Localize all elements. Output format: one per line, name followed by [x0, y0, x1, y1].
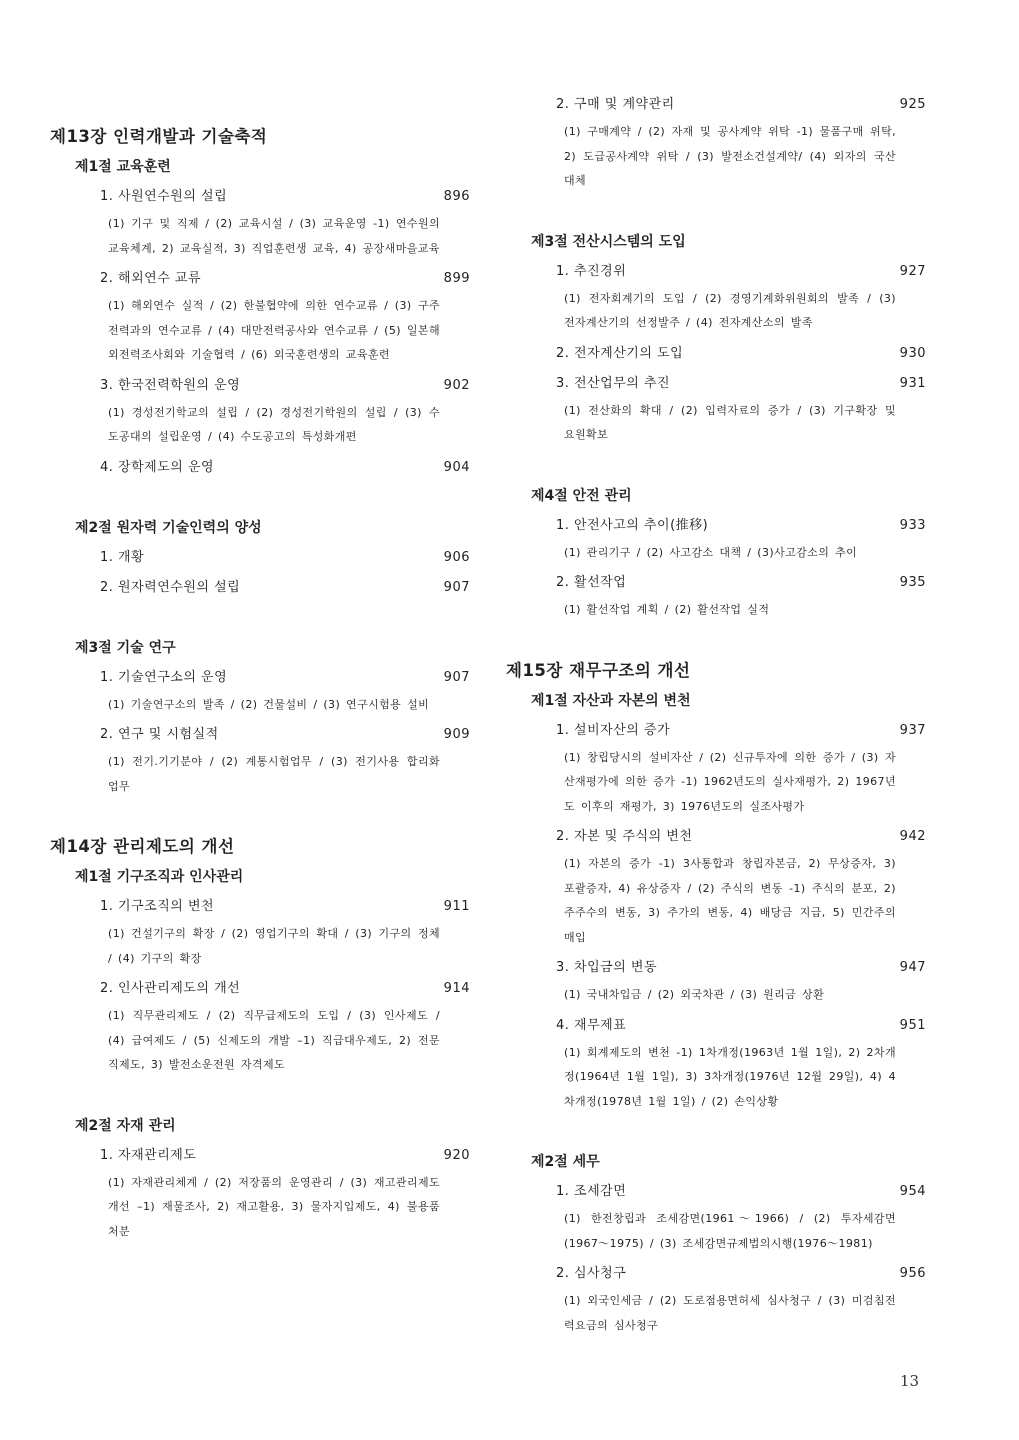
toc-item-page: 931	[899, 375, 926, 391]
toc-item-label: 1. 조세감면	[556, 1184, 627, 1199]
toc-item-label: 2. 구매 및 계약관리	[556, 97, 675, 112]
toc-item[interactable]	[556, 511, 926, 541]
toc-item-label: 1. 기구조직의 변천	[100, 899, 215, 914]
spacer	[506, 626, 926, 656]
chapter-title: 제14장 관리제도의 개선	[50, 837, 235, 856]
toc-item[interactable]	[100, 182, 470, 212]
toc-item[interactable]	[556, 90, 926, 120]
toc-item[interactable]	[100, 453, 470, 483]
toc-item-page: 935	[899, 575, 926, 590]
toc-item-label: 1. 사원연수원의 설립	[100, 189, 228, 204]
toc-item-label: 2. 연구 및 시험실적	[100, 727, 219, 742]
toc-item-desc: (1) 직무관리제도 / (2) 직무급제도의 도입 / (3) 인사제도 / (4) 급여제도 / (5) 신제도의 개발 –1) 직급대우제도, 2) 전문직제도, 3) 발전소운전원 자격제도	[108, 1009, 440, 1071]
toc-item-desc: (1) 기술연구소의 발족 / (2) 건물설비 / (3) 연구시험용 설비	[108, 697, 430, 711]
toc-item[interactable]	[556, 822, 926, 852]
toc-item-desc: (1) 기구 및 직제 / (2) 교육시설 / (3) 교육운영 -1) 연수원의 교육체계, 2) 교육실적, 3) 직업훈련생 교육, 4) 공장새마을교육	[108, 217, 440, 255]
left-column	[50, 122, 470, 1247]
toc-item-desc: (1) 전기.기기분야 / (2) 계통시험업무 / (3) 전기사용 합리화 업무	[108, 755, 440, 793]
toc-item-label: 1. 기술연구소의 운영	[100, 669, 228, 685]
toc-item-label: 1. 추진경위	[556, 263, 627, 279]
toc-item[interactable]	[100, 720, 470, 750]
toc-item-page: 906	[443, 549, 470, 565]
right-column	[506, 90, 926, 1341]
toc-item[interactable]	[100, 974, 470, 1004]
spacer	[50, 1081, 470, 1111]
section-title: 제3절 전산시스템의 도입	[531, 233, 686, 250]
toc-item-page: 904	[443, 459, 470, 475]
toc-item-page: 896	[443, 189, 470, 204]
toc-item-page: 930	[899, 345, 926, 361]
section-title: 제2절 원자력 기술인력의 양성	[75, 519, 262, 536]
toc-item[interactable]	[556, 716, 926, 746]
toc-item-page: 907	[443, 669, 470, 685]
toc-item-page: 914	[443, 981, 470, 996]
toc-item-desc: (1) 관리기구 / (2) 사고감소 대책 / (3)사고감소의 추이	[564, 545, 858, 559]
toc-item-desc: (1) 전산화의 확대 / (2) 입력자료의 증가 / (3) 기구확장 및 요원확보	[564, 403, 896, 441]
toc-item-label: 1. 설비자산의 증가	[556, 722, 671, 738]
section-title: 제1절 기구조직과 인사관리	[75, 869, 244, 885]
section-title: 제3절 기술 연구	[75, 639, 176, 656]
toc-item[interactable]	[100, 892, 470, 922]
toc-item-page: 942	[899, 829, 926, 844]
toc-item-page: 909	[443, 727, 470, 742]
toc-item[interactable]	[100, 543, 470, 573]
spacer	[506, 451, 926, 481]
toc-item[interactable]	[556, 257, 926, 287]
toc-item-page: 947	[899, 960, 926, 975]
toc-item-page: 933	[899, 517, 926, 533]
toc-item[interactable]	[556, 568, 926, 598]
toc-item-page: 907	[443, 579, 470, 595]
section-title: 제2절 자재 관리	[75, 1117, 176, 1134]
toc-item-label: 3. 차입금의 변동	[556, 960, 658, 975]
toc-item-page: 920	[443, 1147, 470, 1163]
section-title: 제1절 교육훈련	[75, 159, 171, 175]
toc-item-label: 2. 인사관리제도의 개선	[100, 981, 241, 996]
toc-item-page: 927	[899, 263, 926, 279]
toc-item-label: 3. 한국전력학원의 운영	[100, 377, 241, 393]
toc-item[interactable]	[556, 1011, 926, 1041]
toc-item[interactable]	[100, 573, 470, 603]
toc-item[interactable]	[556, 1177, 926, 1207]
toc-item-label: 1. 개황	[100, 549, 145, 565]
toc-item-desc: (1) 외국인세금 / (2) 도로점용면허세 심사청구 / (3) 미검침전력요금의 심사청구	[564, 1294, 896, 1332]
spacer	[50, 802, 470, 832]
page-number: 13	[900, 1372, 920, 1390]
toc-item[interactable]	[556, 953, 926, 983]
toc-item-label: 1. 안전사고의 추이(推移)	[556, 517, 709, 533]
toc-item-desc: (1) 활선작업 계획 / (2) 활선작업 실적	[564, 603, 770, 616]
toc-item-page: 899	[443, 271, 470, 286]
spacer	[506, 1117, 926, 1147]
section-title: 제1절 자산과 자본의 변천	[531, 692, 691, 709]
toc-item-desc: (1) 자재관리체계 / (2) 저장품의 운영관리 / (3) 재고관리제도 개선 –1) 재물조사, 2) 재고활용, 3) 물자지입제도, 4) 불용품 처분	[108, 1175, 440, 1238]
toc-item-desc: (1) 국내차입금 / (2) 외국차관 / (3) 원리금 상환	[564, 988, 825, 1001]
toc-item-page: 951	[899, 1017, 926, 1033]
toc-item[interactable]	[556, 339, 926, 369]
toc-item-desc: (1) 회계제도의 변천 -1) 1차개정(1963년 1월 1일), 2) 2차개정(1964년 1월 1일), 3) 3차개정(1976년 12월 29일), 4) 4차개정(1978년 1월 1일) / (2) 손익상황	[564, 1045, 896, 1108]
chapter-title: 제13장 인력개발과 기술축적	[50, 127, 268, 146]
toc-item-label: 2. 심사청구	[556, 1266, 627, 1281]
toc-item-label: 1. 자재관리제도	[100, 1147, 197, 1163]
toc-item-label: 2. 자본 및 주식의 변천	[556, 829, 693, 844]
toc-item-page: 925	[899, 97, 926, 112]
toc-item-label: 2. 전자계산기의 도입	[556, 345, 684, 361]
chapter-title: 제15장 재무구조의 개선	[506, 660, 691, 680]
toc-item-desc: (1) 전자회계기의 도입 / (2) 경영기계화위원회의 발족 / (3) 전자계산기의 선정발주 / (4) 전자계산소의 발족	[564, 291, 896, 329]
spacer	[50, 483, 470, 513]
toc-item-label: 4. 장학제도의 운영	[100, 459, 215, 475]
toc-item-page: 911	[443, 899, 470, 914]
toc-item-label: 2. 해외연수 교류	[100, 271, 202, 286]
toc-item[interactable]	[100, 371, 470, 401]
toc-item-label: 3. 전산업무의 추진	[556, 375, 671, 391]
section-title: 제4절 안전 관리	[531, 487, 632, 504]
toc-item[interactable]	[556, 369, 926, 399]
toc-item-desc: (1) 해외연수 실적 / (2) 한불협약에 의한 연수교류 / (3) 구주전력과의 연수교류 / (4) 대만전력공사와 연수교류 / (5) 일본해외전력조사회와 기술협력 / (6) 외국훈련생의 교육훈련	[108, 299, 440, 361]
toc-item-page: 902	[443, 377, 470, 393]
toc-item[interactable]	[100, 264, 470, 294]
toc-item-page: 937	[899, 722, 926, 738]
spacer	[506, 197, 926, 227]
section-title: 제2절 세무	[531, 1154, 600, 1170]
toc-item-desc: (1) 창립당시의 설비자산 / (2) 신규투자에 의한 증가 / (3) 자산재평가에 의한 증가 -1) 1962년도의 실사재평가, 2) 1967년도 이후의 재평가, 3) 1976년도의 실조사평가	[564, 750, 896, 813]
toc-item[interactable]	[100, 663, 470, 693]
spacer	[50, 603, 470, 633]
toc-item-desc: (1) 자본의 증가 -1) 3사통합과 창립자본금, 2) 무상증자, 3) 포괄증자, 4) 유상증자 / (2) 주식의 변동 -1) 주식의 분포, 2) 주주수의 변동, 3) 주가의 변동, 4) 배당금 지급, 5) 민간주의 매입	[564, 857, 896, 944]
toc-item-label: 2. 활선작업	[556, 575, 627, 590]
toc-item-label: 2. 원자력연수원의 설립	[100, 579, 241, 595]
toc-item-desc: (1) 구매계약 / (2) 자재 및 공사계약 위탁 -1) 물품구매 위탁, 2) 도급공사계약 위탁 / (3) 발전소건설계약/ (4) 외자의 국산대체	[564, 125, 896, 187]
toc-item[interactable]	[556, 1259, 926, 1289]
toc-item-desc: (1) 건설기구의 확장 / (2) 영업기구의 확대 / (3) 기구의 정체 / (4) 기구의 확장	[108, 927, 440, 965]
toc-item-page: 956	[899, 1266, 926, 1281]
toc-item-desc: (1) 한전창립과 조세감면(1961～1966) / (2) 투자세감면(1967～1975) / (3) 조세감면규제법의시행(1976～1981)	[564, 1212, 896, 1250]
toc-item-desc: (1) 경성전기학교의 설립 / (2) 경성전기학원의 설립 / (3) 수도공대의 설립운영 / (4) 수도공고의 특성화개편	[108, 405, 440, 443]
toc-item-label: 4. 재무제표	[556, 1017, 627, 1033]
toc-item[interactable]	[100, 1141, 470, 1171]
toc-item-page: 954	[899, 1184, 926, 1199]
